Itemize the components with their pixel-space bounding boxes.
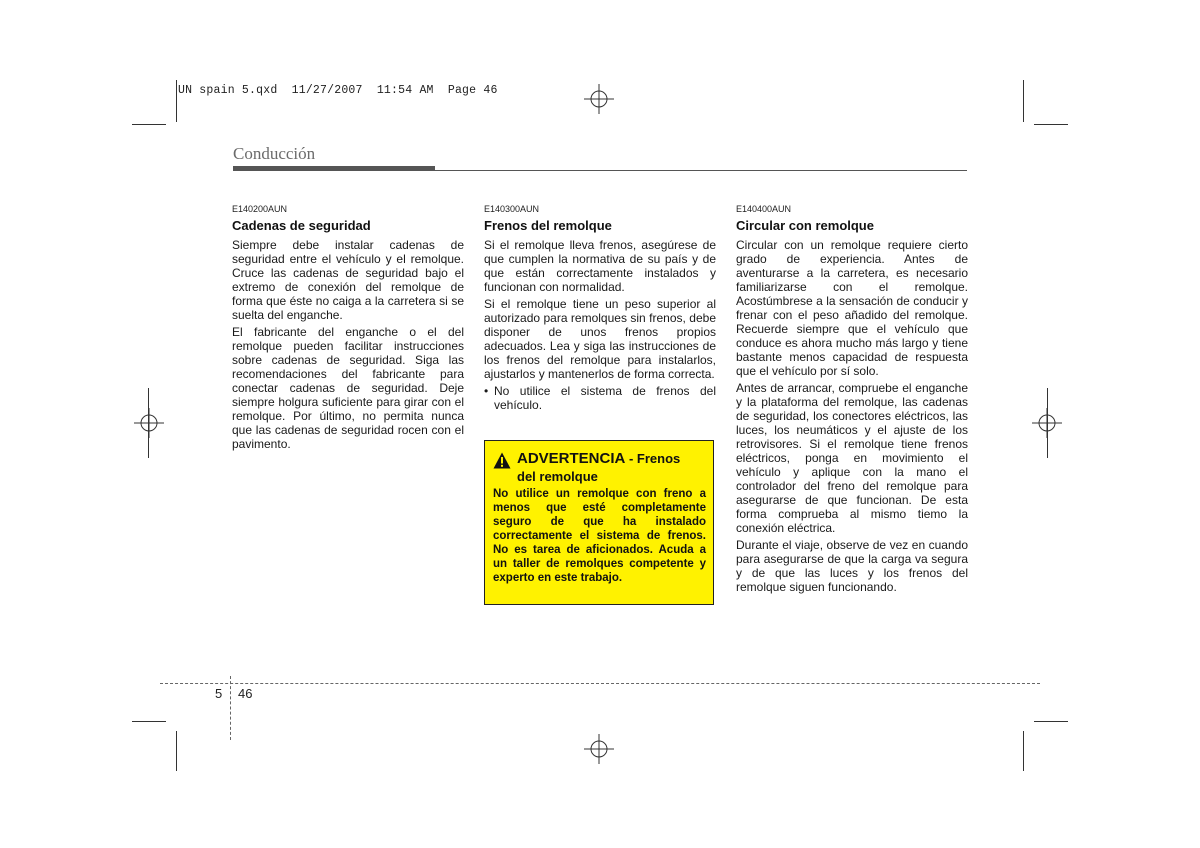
registration-mark-top-icon (584, 84, 614, 114)
warning-title-main: ADVERTENCIA (517, 450, 626, 467)
paragraph: Durante el viaje, observe de vez en cuando para asegurarse de que la carga va segura y de que las luces y los frenos del remolque siguen funcionando. (736, 538, 968, 594)
section-heading: Circular con remolque (736, 218, 874, 233)
warning-body: No utilice un remolque con freno a menos que esté completamente seguro de que ha instalado correctamente el sistema de frenos. No es tarea de aficionados. Acuda a un taller de remolques competente y experto en este trabajo. (493, 488, 706, 584)
registration-mark-left-v-line (148, 388, 149, 458)
section-heading: Frenos del remolque (484, 218, 612, 233)
warning-title-suffix: - Frenos (625, 451, 681, 466)
warning-box (484, 440, 714, 605)
section-code: E140400AUN (736, 204, 792, 214)
bullet-text: No utilice el sistema de frenos del vehículo. (494, 384, 716, 412)
column-safety-chains (232, 204, 464, 454)
warning-header (493, 450, 706, 469)
header-rule-accent (233, 166, 435, 171)
registration-mark-left-icon (134, 408, 164, 438)
section-title: Conducción (233, 144, 316, 163)
paragraph: Circular con un remolque requiere cierto grado de experiencia. Antes de aventurarse a la carretera, es necesario familiarizarse con el remolque. Acostúmbrese a la sensación de conducir y frenar con el peso añadido del remolque. Recuerde siempre que el vehículo que conduce es ahora mucho más largo y tiene bastante menos capacidad de respuesta que el vehículo por sí solo. (736, 238, 968, 378)
section-heading: Cadenas de seguridad (232, 218, 371, 233)
paragraph: Antes de arrancar, compruebe el enganche y la plataforma del remolque, las cadenas de seguridad, los conectores eléctricos, las luces, los neumáticos y el ajuste de los retrovisores. Si el remolque tiene frenos eléctricos, ponga en movimiento el vehículo y aplique con la mano el controlador del freno del remolque para asegurarse de que funcionan. De esta forma comprueba al mismo tiemo la conexión eléctrica. (736, 381, 968, 535)
crop-mark-bottom-left-h (132, 721, 166, 722)
page-number: 46 (238, 686, 253, 701)
crop-mark-bottom-left-v (176, 731, 177, 771)
footer-dashed-rule (160, 683, 1040, 684)
column-towing (736, 204, 968, 597)
crop-mark-top-left-h (132, 124, 166, 125)
paragraph: Si el remolque lleva frenos, asegúrese de que cumplen la normativa de su país y de que están correctamente instalados y funcionan con normalidad. (484, 238, 716, 294)
crop-mark-top-left-v (176, 80, 177, 122)
crop-mark-top-right-v (1023, 80, 1024, 122)
paragraph: Si el remolque tiene un peso superior al autorizado para remolques sin frenos, debe disponer de unos frenos propios adecuados. Lea y siga las instrucciones de los frenos del remolque para instalarlos, ajustarlos y mantenerlos de forma correcta. (484, 297, 716, 381)
registration-mark-right-v-line (1047, 388, 1048, 458)
registration-mark-bottom-icon (584, 734, 614, 764)
paragraph: Siempre debe instalar cadenas de seguridad entre el vehículo y el remolque. Cruce las cadenas de seguridad bajo el extremo de conexión del remolque de forma que éste no caiga a la carretera si se suelta del enganche. (232, 238, 464, 322)
print-slug: UN spain 5.qxd 11/27/2007 11:54 AM Page 46 (178, 84, 498, 97)
bullet-dot-icon: • (484, 384, 489, 398)
crop-mark-bottom-right-v (1023, 731, 1024, 771)
warning-title-line2: del remolque (517, 469, 598, 484)
crop-mark-bottom-right-h (1034, 721, 1068, 722)
section-code: E140300AUN (484, 204, 540, 214)
chapter-number: 5 (215, 686, 223, 701)
crop-mark-top-right-h (1034, 124, 1068, 125)
section-code: E140200AUN (232, 204, 288, 214)
footer-dashed-divider (230, 676, 231, 740)
paragraph: El fabricante del enganche o el del remolque pueden facilitar instrucciones sobre cadenas de seguridad. Siga las recomendaciones del fabricante para conectar cadenas de seguridad. Deje siempre holgura suficiente para girar con el remolque. Por último, no permita nunca que las cadenas de seguridad rocen con el pavimento. (232, 325, 464, 451)
warning-title (517, 450, 680, 468)
bullet-item (484, 384, 716, 412)
warning-triangle-icon (493, 452, 511, 469)
column-trailer-brakes (484, 204, 716, 412)
